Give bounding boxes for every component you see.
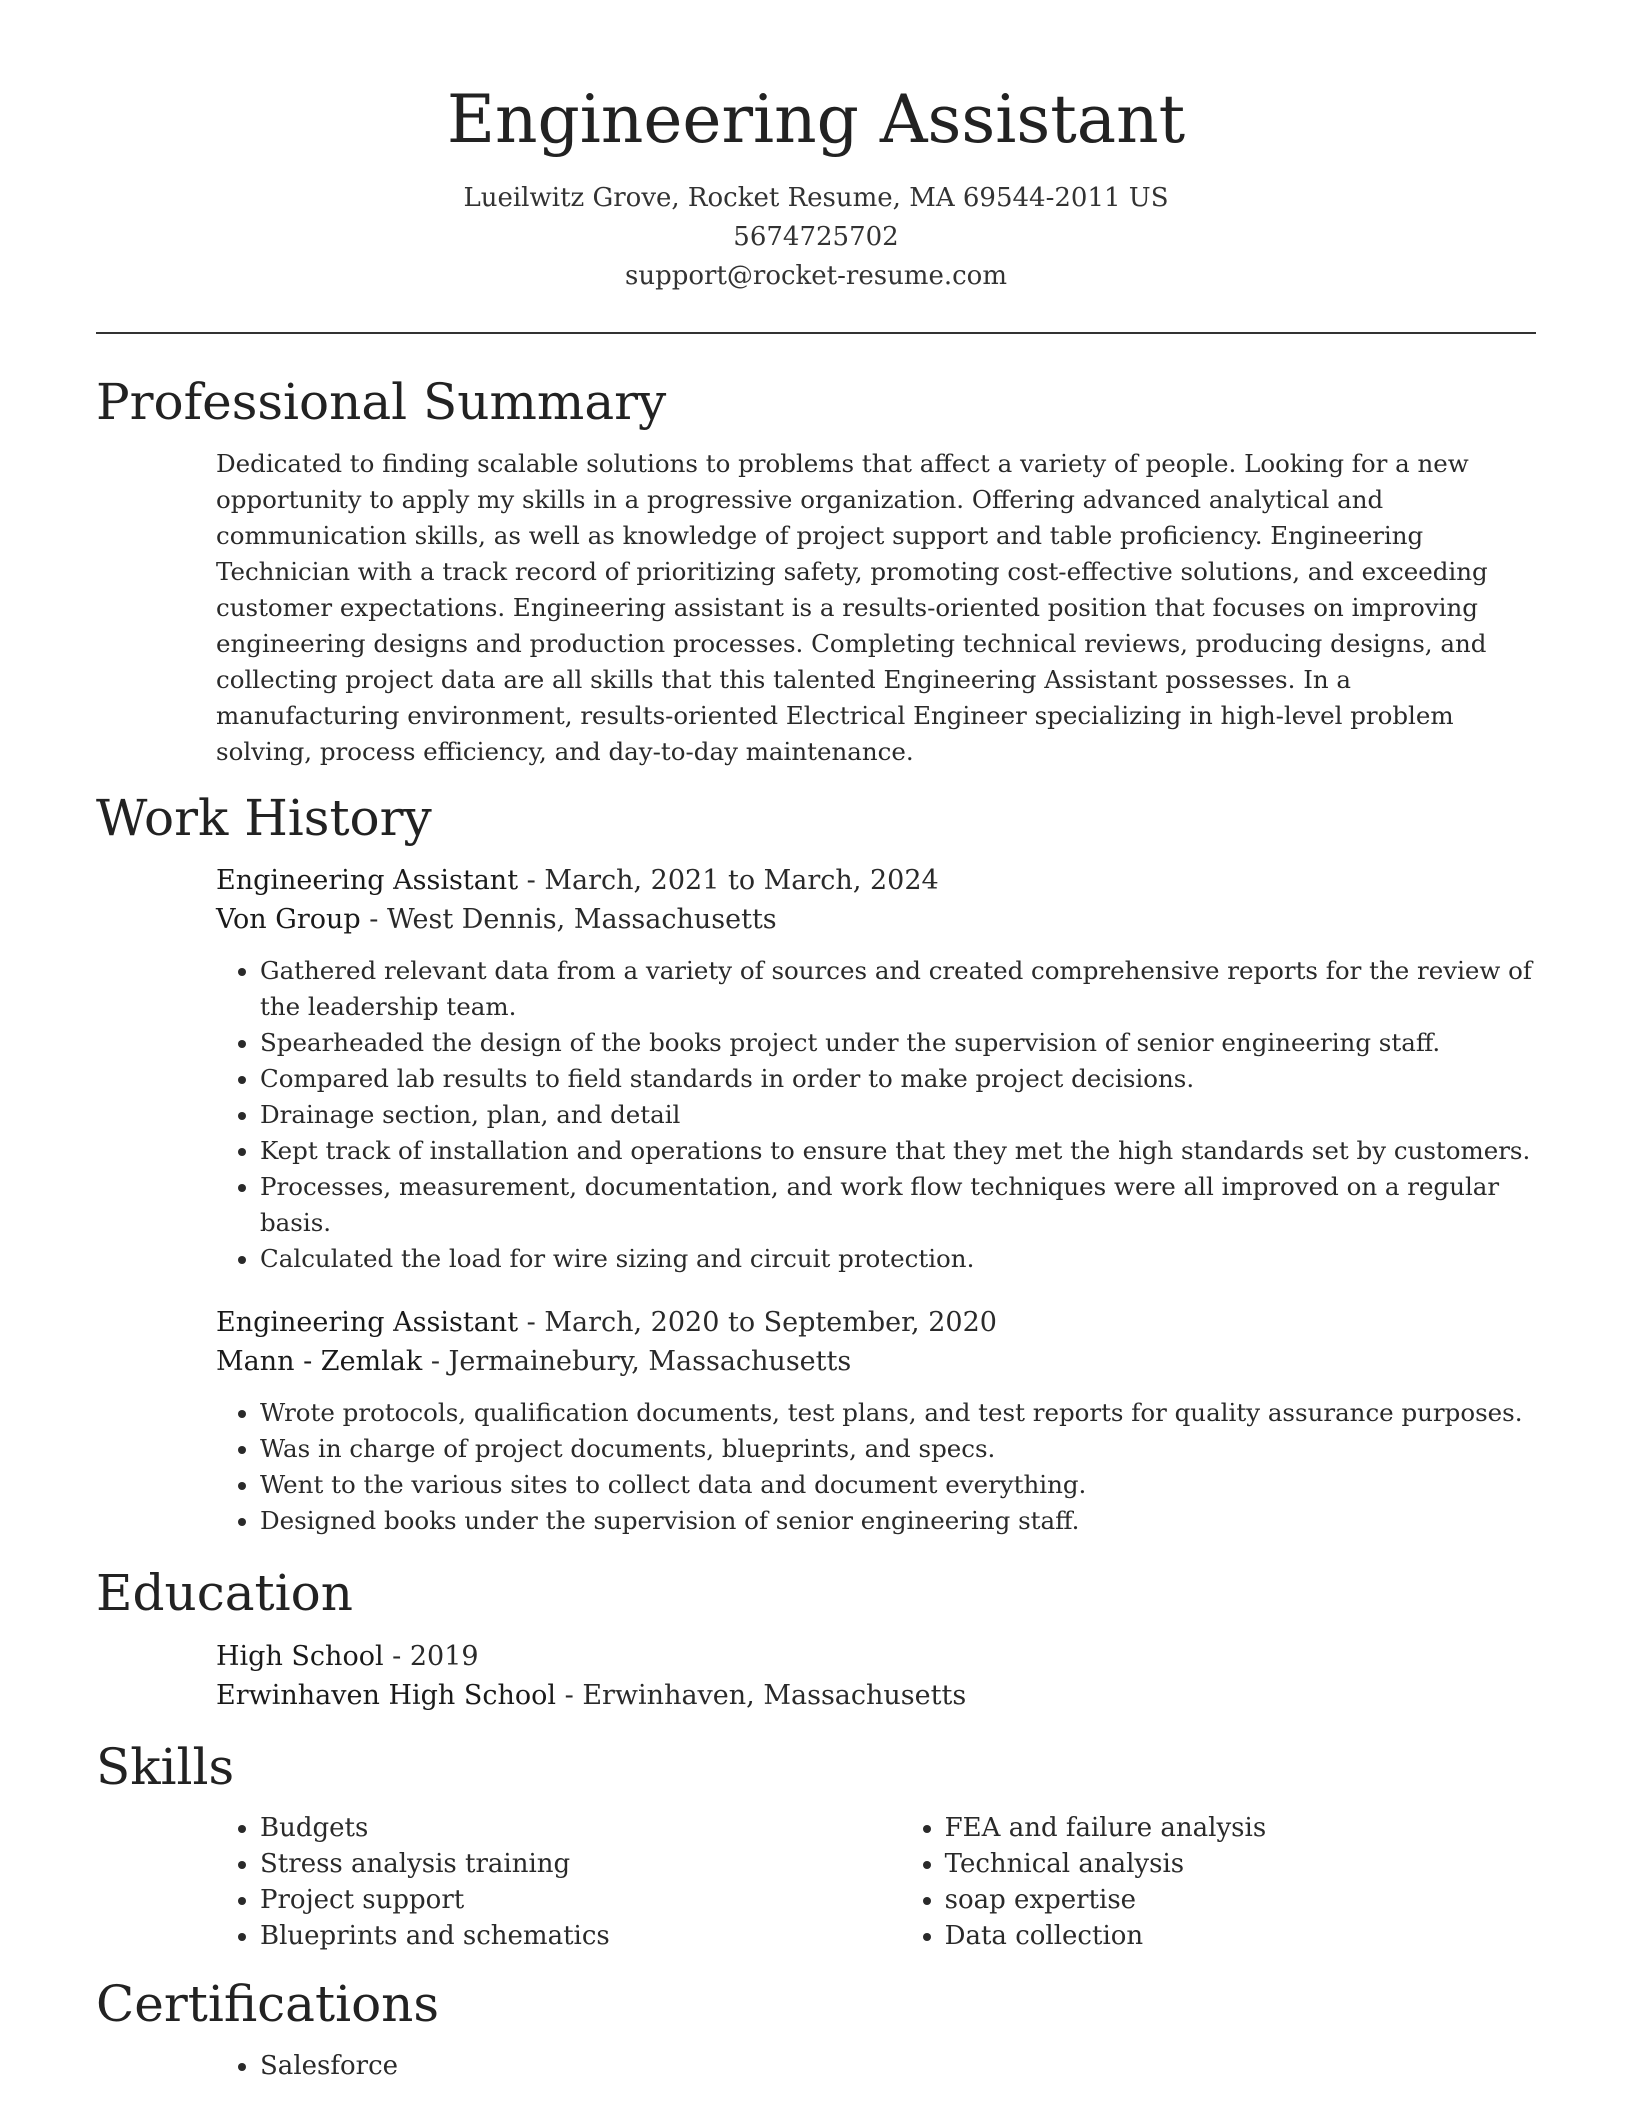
job-bullets [216,953,1536,1277]
resume-page [96,0,1536,2088]
list-item: • Kept track of installation and operations to ensure that they met the high standards set by customers. [260,1133,1536,1169]
skills-section [96,1739,1536,1955]
education-degree: High School [216,1640,384,1672]
email: support@rocket-resume.com [624,261,1007,292]
list-item: • FEA and failure analysis [945,1810,1536,1846]
list-item: • Stress analysis training [260,1846,901,1882]
list-item: • Data collection [945,1918,1536,1954]
job-company: Von Group [216,904,361,936]
job-company-line [216,900,1536,939]
job-entry [216,861,1536,1277]
list-item: • Compared lab results to field standards in order to make project decisions. [260,1061,1536,1097]
education-location: - Erwinhaven, Massachusetts [556,1679,967,1711]
job-dates: - March, 2021 to March, 2024 [518,865,939,897]
job-bullets [216,1395,1536,1539]
skills-title: Skills [96,1737,235,1796]
job-company-line [216,1342,1536,1381]
list-item: • Spearheaded the design of the books project under the supervision of senior engineering staff. [260,1025,1536,1061]
work-history-section [96,790,1536,1540]
list-item: • Went to the various sites to collect data and document everything. [260,1467,1536,1503]
education-section [96,1565,1536,1715]
summary-text: Dedicated to finding scalable solutions to problems that affect a variety of people. Looking for a new opportunity to apply my skills in a progressive organization. Offering advanced analytical and communication skills, as well as knowledge of project support and table proficiency. Engineering Technician with a track record of prioritizing safety, promoting cost-effective solutions, and exceeding customer expectations. Engineering assistant is a results-oriented position that focuses on improving engineering designs and production processes. Completing technical reviews, producing designs, and collecting project data are all skills that this talented Engineering Assistant possesses. In a manufacturing environment, results-oriented Electrical Engineer specializing in high-level problem solving, process efficiency, and day-to-day maintenance. [216,448,1488,766]
resume-header [96,0,1536,296]
job-role: Engineering Assistant [216,865,519,897]
skills-column-right [901,1810,1536,1954]
education-school: Erwinhaven High School [216,1679,557,1711]
list-item: • Wrote protocols, qualification documents, test plans, and test reports for quality assurance purposes. [260,1395,1536,1431]
list-item: • soap expertise [945,1882,1536,1918]
job-title-line [216,861,1536,900]
list-item: • Budgets [260,1810,901,1846]
job-dates: - March, 2020 to September, 2020 [518,1307,997,1339]
list-item: • Blueprints and schematics [260,1918,901,1954]
certifications-section [96,1976,1536,2084]
skills-grid [216,1810,1536,1954]
phone: 5674725702 [733,222,899,253]
list-item: • Drainage section, plan, and detail [260,1097,1536,1133]
education-year: - 2019 [383,1640,479,1672]
list-item: • Designed books under the supervision of senior engineering staff. [260,1503,1536,1539]
list-item: • Salesforce [260,2048,1536,2084]
list-item: • Gathered relevant data from a variety of sources and created comprehensive reports for the review of the leadership team. [260,953,1536,1025]
list-item: • Project support [260,1882,901,1918]
summary-title: Professional Summary [96,373,667,432]
list-item: • Was in charge of project documents, blueprints, and specs. [260,1431,1536,1467]
summary-section [96,374,1536,770]
education-entry [216,1637,1536,1715]
job-title-line [216,1303,1536,1342]
education-degree-line [216,1637,1536,1676]
list-item: • Calculated the load for wire sizing and circuit protection. [260,1241,1536,1277]
job-location: - West Dennis, Massachusetts [360,904,777,936]
list-item: • Technical analysis [945,1846,1536,1882]
job-location: - Jermainebury, Massachusetts [422,1346,852,1378]
work-history-title: Work History [96,788,432,847]
address: Lueilwitz Grove, Rocket Resume, MA 69544-2011 US [463,183,1169,214]
job-role: Engineering Assistant [216,1307,519,1339]
header-divider [96,332,1536,334]
certifications-list [216,2048,1536,2084]
job-company: Mann - Zemlak [216,1346,423,1378]
education-school-line [216,1676,1536,1715]
candidate-name: Engineering Assistant [446,81,1186,158]
job-entry [216,1303,1536,1539]
certifications-title: Certifications [96,1975,440,2034]
skills-column-left [216,1810,901,1954]
list-item: • Processes, measurement, documentation, and work flow techniques were all improved on a regular basis. [260,1169,1536,1241]
education-title: Education [96,1564,353,1623]
